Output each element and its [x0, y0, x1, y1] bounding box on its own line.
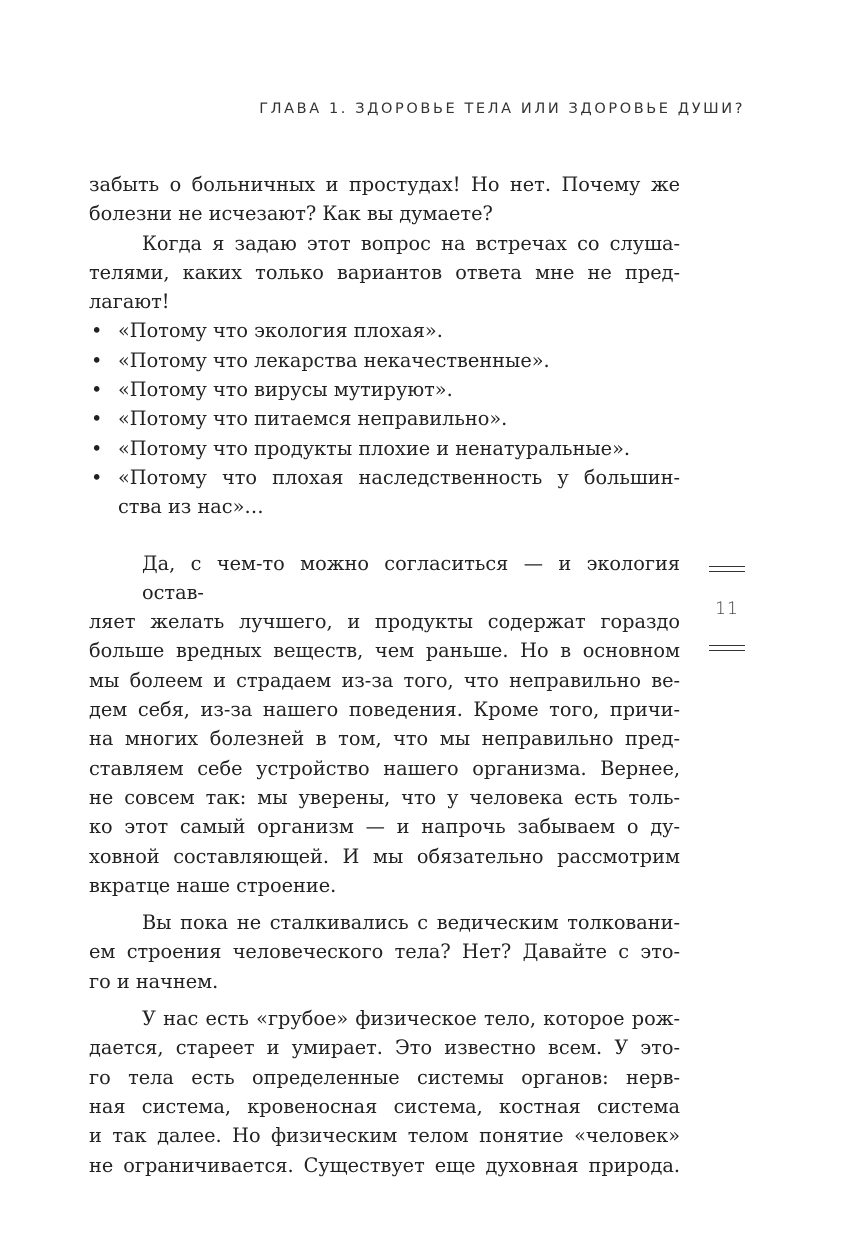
list-item-continuation: ства из нас»…: [118, 495, 264, 519]
text-line: Когда я задаю этот вопрос на встречах со слуша-: [142, 231, 680, 255]
text-line: вкратце наше строение.: [89, 873, 337, 897]
text-line: го тела есть определенные системы органов: нерв-: [89, 1065, 680, 1089]
bullet-icon: •: [91, 407, 103, 431]
list-item-text: «Потому что вирусы мутируют».: [118, 378, 453, 402]
text-line: на многих болезней в том, что мы неправильно пред-: [89, 727, 680, 751]
bottom-rule: [709, 645, 745, 646]
top-rule: [709, 571, 745, 572]
text-line: забыть о больничных и простудах! Но нет. Почему же: [89, 173, 680, 196]
paragraph: [89, 229, 680, 317]
bullet-icon: •: [91, 319, 103, 343]
list-item: [89, 434, 680, 463]
running-head: ГЛАВА 1. ЗДОРОВЬЕ ТЕЛА ИЛИ ЗДОРОВЬЕ ДУШИ?: [259, 101, 745, 117]
paragraph: [89, 1004, 680, 1180]
text-line: болезни не исчезают? Как вы думаете?: [89, 202, 493, 226]
text-line: Вы пока не сталкивались с ведическим толковани-: [142, 911, 680, 935]
text-line: дается, стареет и умирает. Это известно всем. У это-: [89, 1036, 680, 1060]
page-number-marker: [709, 566, 745, 655]
list-item: [89, 463, 680, 492]
text-line: го и начнем.: [89, 969, 219, 993]
bullet-list: [89, 316, 680, 521]
bullet-icon: •: [91, 436, 103, 460]
text-line: ем строения человеческого тела? Нет? Давайте с это-: [89, 940, 680, 964]
list-item-text: «Потому что продукты плохие и ненатуральные».: [118, 436, 631, 460]
text-line: ко этот самый организм — и напрочь забываем о ду-: [89, 815, 680, 839]
bullet-icon: •: [91, 465, 103, 489]
page-body: [89, 170, 680, 1180]
list-item-text: «Потому что питаемся неправильно».: [118, 407, 508, 431]
list-item: [89, 404, 680, 433]
list-item: [89, 316, 680, 345]
paragraph: [89, 908, 680, 996]
text-line: мы болеем и страдаем из-за того, что неправильно ве-: [89, 668, 680, 692]
text-line: дем себя, из-за нашего поведения. Кроме того, причи-: [89, 698, 680, 722]
text-line: ховной составляющей. И мы обязательно рассмотрим: [89, 844, 680, 868]
paragraph: [89, 549, 680, 901]
bullet-icon: •: [91, 378, 103, 402]
bottom-rule: [709, 650, 745, 651]
list-item: [89, 375, 680, 404]
text-line: лагают!: [89, 290, 170, 314]
bullet-icon: •: [91, 348, 103, 372]
text-line: телями, каких только вариантов ответа мне не пред-: [89, 260, 680, 284]
text-line: ная система, кровеносная система, костная система: [89, 1094, 680, 1118]
list-item-text: «Потому что лекарства некачественные».: [118, 348, 550, 372]
text-line: ляет желать лучшего, и продукты содержат гораздо: [89, 610, 680, 634]
list-item-text: «Потому что экология плохая».: [118, 319, 443, 343]
paragraph: [89, 170, 680, 229]
text-line: У нас есть «грубое» физическое тело, которое рож-: [142, 1007, 680, 1031]
text-line: больше вредных веществ, чем раньше. Но в основном: [89, 639, 680, 663]
list-item: [89, 346, 680, 375]
text-line: не ограничивается. Существует еще духовная природа.: [89, 1153, 680, 1177]
text-line: не совсем так: мы уверены, что у человека есть толь-: [89, 785, 680, 809]
list-item-text: «Потому что плохая наследственность у большин-: [118, 465, 680, 489]
page-number: 11: [715, 599, 739, 619]
text-line: и так далее. Но физическим телом понятие «человек»: [89, 1124, 680, 1148]
text-line: Да, с чем-то можно согласиться — и экология остав-: [142, 551, 680, 604]
text-line: ставляем себе устройство нашего организма. Вернее,: [89, 756, 680, 780]
top-rule: [709, 566, 745, 567]
